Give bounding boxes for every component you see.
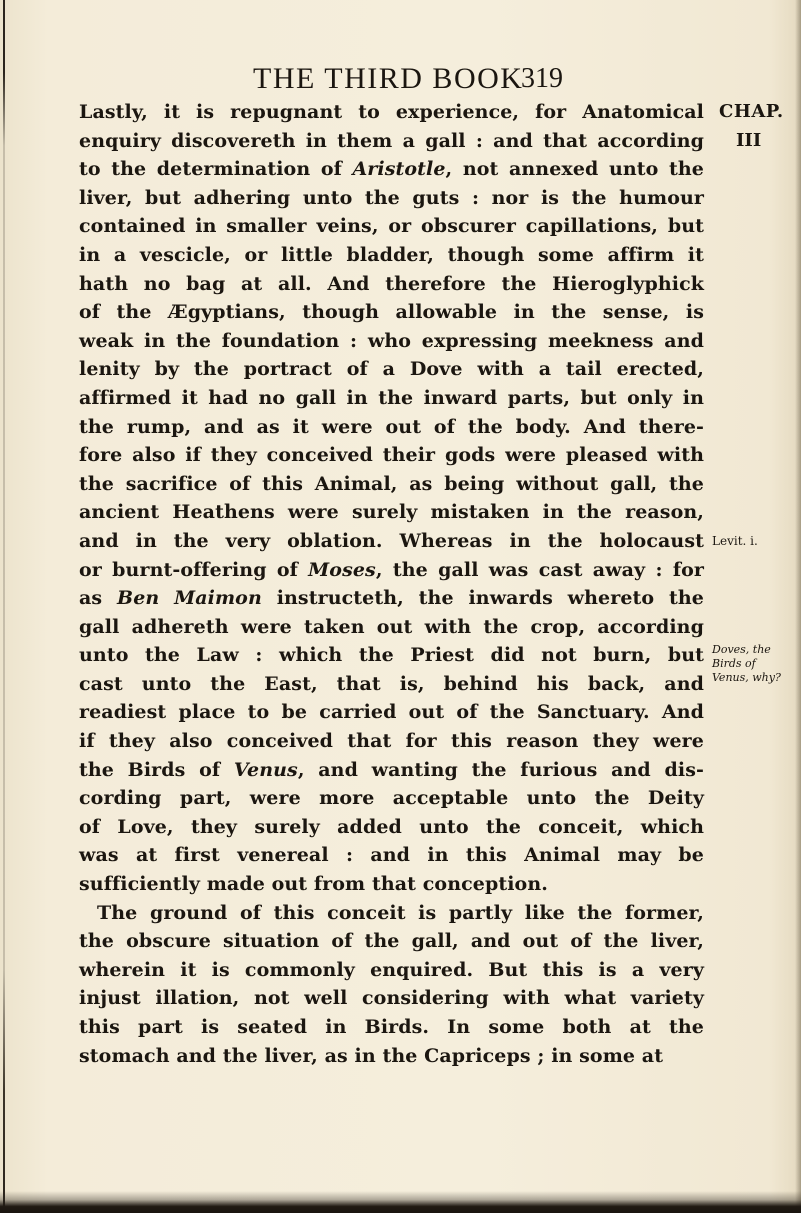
- text-line: [79, 556, 704, 585]
- text-line: fore also if they conceived their gods were pleased with: [79, 444, 704, 467]
- text-line: weak in the foundation : who expressing meekness and: [79, 329, 704, 352]
- text-line: sufficiently made out from that conception.: [79, 873, 548, 896]
- text-line: if they also conceived that for this reason they were: [79, 730, 704, 753]
- page-edge-line: [3, 0, 5, 1213]
- margin-note-doves-line-2: Birds of: [712, 657, 756, 670]
- text-line: was at first venereal : and in this Animal may be: [79, 844, 704, 867]
- text-line: of Love, they surely added unto the conceit, which: [79, 815, 704, 838]
- text-segment: , not annexed unto the: [445, 158, 704, 181]
- text-segment: the Birds of: [79, 758, 234, 781]
- text-segment: as: [79, 587, 118, 610]
- page-right-shadow: [795, 0, 801, 1213]
- italic-name: Aristotle: [352, 158, 446, 181]
- italic-name: Moses: [308, 558, 376, 581]
- text-line: the sacrifice of this Animal, as being without gall, the: [79, 472, 704, 495]
- text-line: injust illation, not well considering with what variety: [79, 987, 704, 1010]
- text-line: contained in smaller veins, or obscurer capillations, but: [79, 215, 704, 238]
- body-text: [79, 98, 704, 1070]
- text-line: cording part, were more acceptable unto the Deity: [79, 787, 704, 810]
- text-line: liver, but adhering unto the guts : nor is the humour: [79, 186, 704, 209]
- text-line: readiest place to be carried out of the Sanctuary. And: [79, 701, 704, 724]
- text-line: The ground of this conceit is partly like the former,: [97, 901, 704, 924]
- text-line: gall adhereth were taken out with the crop, according: [79, 615, 704, 638]
- text-segment: to the determination of: [79, 158, 353, 181]
- margin-note-levit: Levit. i.: [712, 534, 758, 548]
- running-title: THE THIRD BOOK: [253, 62, 524, 95]
- text-segment: , the gall was cast away : for: [375, 558, 704, 581]
- page-bottom-edge: [0, 1191, 801, 1213]
- text-segment: instructeth, the inwards whereto the: [261, 587, 704, 610]
- margin-note-doves-line-1: Doves, the: [712, 643, 771, 656]
- text-line: [79, 756, 704, 785]
- margin-chapter-label: CHAP.: [719, 101, 784, 122]
- page-header: [0, 62, 801, 102]
- text-line: this part is seated in Birds. In some both at the: [79, 1016, 704, 1038]
- page-number: 319: [521, 63, 563, 94]
- text-line: the obscure situation of the gall, and out of the liver,: [79, 930, 704, 953]
- text-line: and in the very oblation. Whereas in the holocaust: [79, 529, 704, 552]
- text-line: cast unto the East, that is, behind his back, and: [79, 672, 704, 695]
- italic-name: Ben Maimon: [117, 587, 262, 610]
- text-segment: or burnt-offering of: [79, 558, 309, 581]
- text-line: hath no bag at all. And therefore the Hieroglyphick: [79, 272, 704, 295]
- margin-chapter-number: III: [736, 129, 762, 151]
- margin-note-doves-line-3: Venus, why?: [712, 671, 781, 684]
- text-segment: , and wanting the furious and dis-: [297, 758, 704, 781]
- text-line: Lastly, it is repugnant to experience, for Anatomical: [79, 101, 704, 123]
- text-line: enquiry discovereth in them a gall : and that according: [79, 129, 704, 152]
- italic-name: Venus: [233, 758, 298, 781]
- text-line: wherein it is commonly enquired. But this is a very: [79, 958, 704, 981]
- text-line: of the Ægyptians, though allowable in the sense, is: [79, 301, 704, 324]
- text-line: in a vescicle, or little bladder, though some affirm it: [79, 243, 704, 266]
- text-line: [79, 155, 704, 184]
- text-line: lenity by the portract of a Dove with a tail erected,: [79, 358, 704, 381]
- text-line: unto the Law : which the Priest did not burn, but: [79, 644, 704, 667]
- text-line: stomach and the liver, as in the Capriceps ; in some at: [79, 1044, 664, 1067]
- text-line: affirmed it had no gall in the inward parts, but only in: [79, 386, 704, 409]
- text-line: [79, 584, 704, 613]
- margin-note-doves: [712, 643, 792, 685]
- text-line: the rump, and as it were out of the body. And there-: [79, 415, 704, 438]
- text-line: ancient Heathens were surely mistaken in the reason,: [79, 501, 704, 524]
